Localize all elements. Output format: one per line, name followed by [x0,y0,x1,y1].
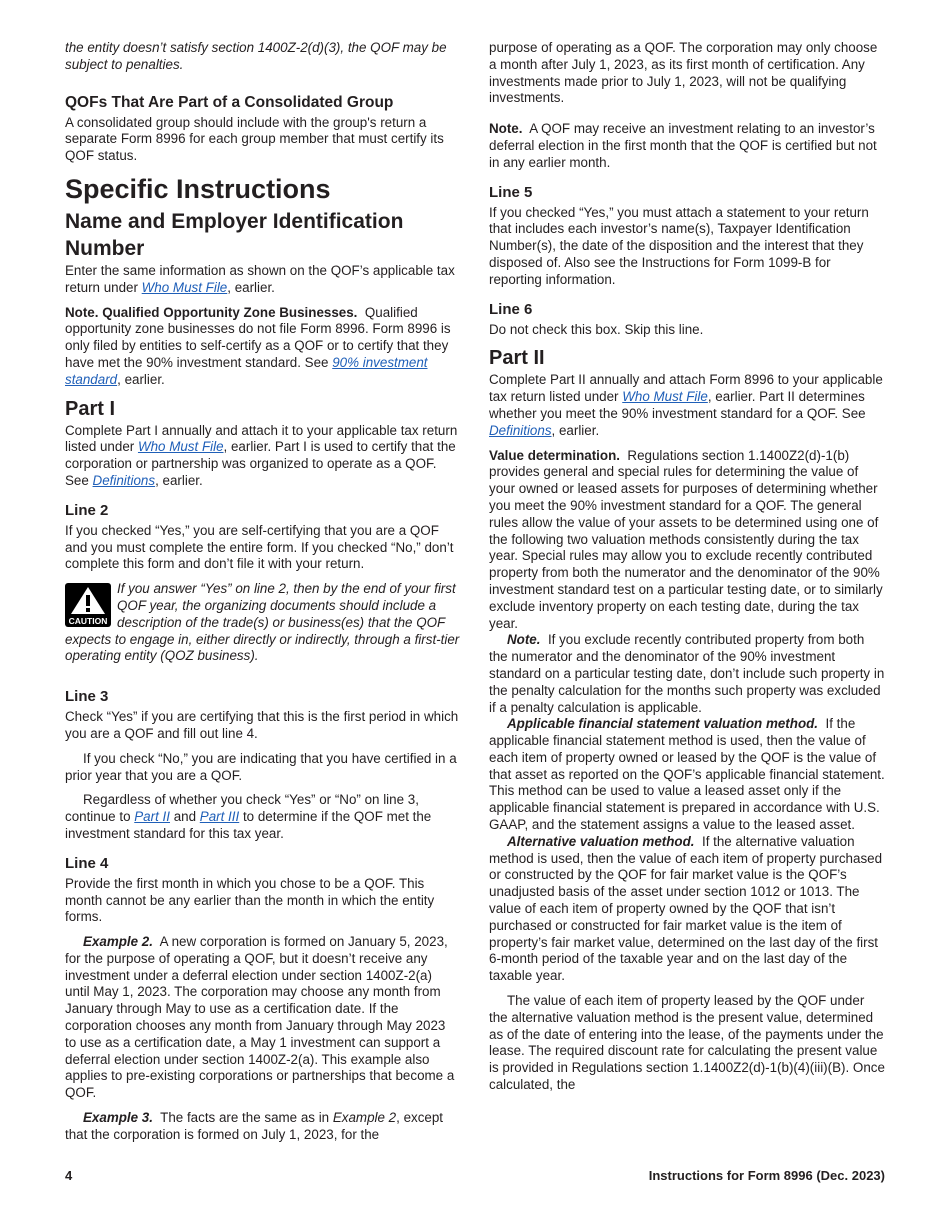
definitions-link[interactable]: Definitions [489,422,552,438]
consolidated-group-text: A consolidated group should include with the group's return a separate Form 8996 for each group member that must certify its QOF status. [65,114,444,164]
afs-method-label: Applicable financial statement valuation method. [507,716,819,732]
alternative-method-label: Alternative valuation method. [507,833,695,849]
consolidated-group-heading: QOFs That Are Part of a Consolidated Group [65,93,394,111]
page-footer [65,1168,885,1186]
value-determination: Value determination. Regulations section 1.1400Z2(d)-1(b) provides general and special rules for determining the value of your owned or leased assets for purposes of determining whether you meet the 90% investment standard for a QOF. The general rules allow the value of your assets to be determined using one of the following two valuation methods consistently during the tax year. Special rules may allow you to exclude recently contributed property from both the numerator and the denominator of the 90% investment standard test on a particular testing date, or to similarly exclude inventory property on each testing date, during the tax year. [489,447,883,631]
page-number: 4 [65,1168,73,1183]
exclusion-note: Note. If you exclude recently contributed property from both the numerator and the denominator of the 90% investment standard on a particular testing date, don’t include such property in the penalty calculation for the months such property was excluded if a penalty calculation is applicable. [489,632,885,715]
line-4-heading: Line 4 [65,854,109,872]
investment-note: Note. A QOF may receive an investment relating to an investor’s deferral election in the first month that the QOF is certified but not in any earlier month. [489,121,877,170]
continued-example-3: purpose of operating as a QOF. The corporation may only choose a month after July 1, 2023, as its first month of certification. Any investments made prior to July 1, 2023, will not be qualifying investments. [489,40,878,106]
part-1-text: Complete Part I annually and attach it to your applicable tax return listed under Who Must File, earlier. Part I is used to certify that the corporation or partnership was organized to operate as a QOF. See Definitions, earlier. [65,422,458,488]
leased-property-paragraph: The value of each item of property leased by the QOF under the alternative valuation method is the present value, determined as of the date of entering into the lease, of the payments under the lease. The required discount rate for calculating the present value is provided in Regulations section 1.1400Z2(d)-1(b)(4)(iii)(B). Once calculated, the [489,993,885,1093]
caution-block [65,581,460,665]
line-5-heading: Line 5 [489,183,533,201]
continued-paragraph: the entity doesn’t satisfy section 1400Z-2(d)(3), the QOF may be subject to penalties. [65,40,447,72]
line-2-heading: Line 2 [65,501,109,519]
line-4-text: Provide the first month in which you chose to be a QOF. This month cannot be any earlier than the month in which the entity forms. [65,875,435,925]
name-ein-heading: Name and Employer Identification Number [65,209,404,260]
example-2: Example 2. A new corporation is formed on January 5, 2023, for the purpose of operating a QOF, but it doesn’t receive any investment under a deferral election under section 1400Z-2(a) until May 1, 2023. The corporation may choose any month from January through May to use as a certification date. If the corporation chooses any month from January through May 2023 to use as a certification date, a May 1 investment can support a deferral election under section 1400Z-2(a). This example also applies to pre-existing corporations or partnerships that become a QOF. [65,934,455,1101]
example-2-reference: Example 2 [332,1110,397,1126]
form-title: Instructions for Form 8996 (Dec. 2023) [648,1168,885,1183]
value-determination-label: Value determination. [489,447,620,463]
definitions-link[interactable]: Definitions [92,472,156,488]
part-2-heading: Part II [489,347,545,370]
line-2-text: If you checked “Yes,” you are self-certifying that you are a QOF and you must complete the entire form. If you checked “No,” don’t complete this form and don’t file it with your return. [65,522,454,572]
example-3: Example 3. The facts are the same as in Example 2, except that the corporation is formed on July 1, 2023, for the [65,1110,444,1142]
line-6-text: Do not check this box. Skip this line. [489,321,704,337]
example-2-label: Example 2. [83,934,153,950]
example-3-label: Example 3. [83,1110,153,1126]
line-3-text-3: Regardless of whether you check “Yes” or “No” on line 3, continue to Part II and Part III to determine if the QOF met the investment standard for this tax year. [65,792,432,841]
qoz-business-note: Note. Qualified Opportunity Zone Businesses. Qualified opportunity zone businesses do not file Form 8996. Form 8996 is only filed by entities to self-certify as a QOF or to certify that they have met the 90% investment standard. See 90% investment standard, earlier. [65,304,451,387]
note-label: Note. Qualified Opportunity Zone Businesses. [65,304,358,320]
alternative-valuation-method: Alternative valuation method. If the alternative valuation method is used, then the value of each item of property purchased or constructed by the QOF for fair market value is the QOF’s unadjusted basis of the asset under section 1012 or 1013. The value of each item of property owned by the QOF that isn’t purchased or constructed for fair market value is the item of property’s fair market value, determined on the last day of the first 6-month period of the taxable year and on the last day of the taxable year. [489,833,883,984]
caution-icon [65,583,111,627]
right-column [489,40,885,1094]
note-label: Note. [507,632,541,648]
investment-standard-link[interactable]: 90% investment standard [65,354,428,387]
line-5-text: If you checked “Yes,” you must attach a statement to your return that includes each investor’s name(s), Taxpayer Identification Number(s), the date of the disposition and the interest that they disposed of. Also see the Instructions for Form 1099-B for reporting information. [489,204,869,287]
line-3-text-1: Check “Yes” if you are certifying that this is the first period in which you are a QOF and fill out line 4. [65,709,459,741]
part-2-link[interactable]: Part II [134,809,170,825]
name-ein-text: Enter the same information as shown on the QOF’s applicable tax return under Who Must File, earlier. [65,262,455,295]
caution-text: If you answer “Yes” on line 2, then by the end of your first QOF year, the organizing documents should include a description of the trade(s) or business(es) that the QOF expects to engage in, either directly or indirectly, through a first-tier operating entity (QOZ business). [65,581,460,664]
left-column [65,40,460,1144]
line-3-heading: Line 3 [65,688,109,706]
specific-instructions-heading: Specific Instructions [65,173,331,204]
line-6-heading: Line 6 [489,300,533,318]
note-label: Note. [489,121,523,137]
who-must-file-link[interactable]: Who Must File [622,389,708,405]
afs-valuation-method: Applicable financial statement valuation method. If the applicable financial statement method is used, then the value of each item of property owned or leased by the QOF is the value of that asset as reported on the QOF’s applicable financial statement. This method can be used to value a leased asset only if the applicable financial statement is prepared in accordance with U.S. GAAP, and the statement assigns a value to the leased asset. [489,716,885,833]
who-must-file-link[interactable]: Who Must File [137,439,224,455]
who-must-file-link[interactable]: Who Must File [141,279,228,295]
caution-label: CAUTION [68,616,108,627]
part-2-text: Complete Part II annually and attach Form 8996 to your applicable tax return listed under Who Must File, earlier. Part II determines whether you meet the 90% investment standard for a QOF. See Definitions, earlier. [489,372,883,438]
part-3-link[interactable]: Part III [199,809,240,825]
line-3-text-2: If you check “No,” you are indicating that you have certified in a prior year that you are a QOF. [65,750,457,783]
part-1-heading: Part I [65,397,116,420]
